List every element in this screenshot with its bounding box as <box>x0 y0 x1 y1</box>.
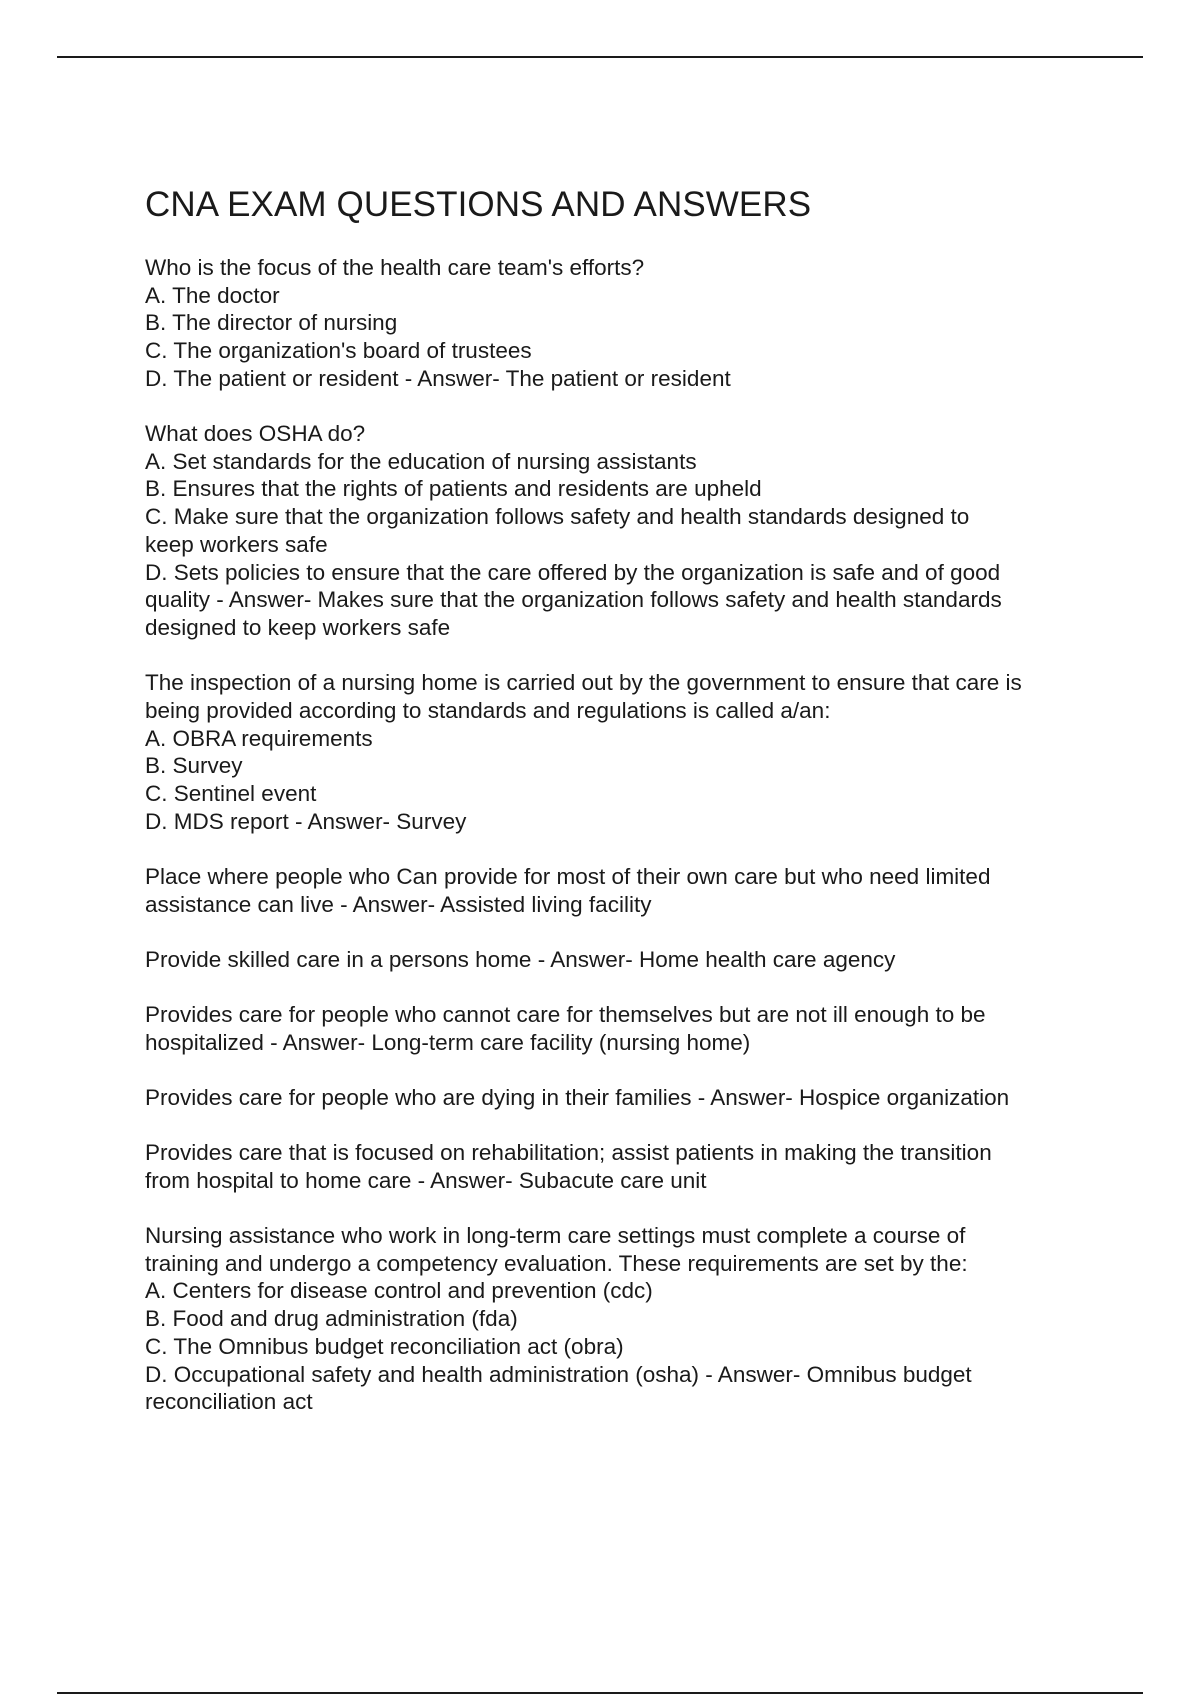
question-text: Provides care that is focused on rehabilitation; assist patients in making the transition <box>145 1140 992 1166</box>
qa-block <box>145 946 1105 974</box>
text-line: B. Survey <box>145 753 243 779</box>
text-line: C. Sentinel event <box>145 780 317 806</box>
text-line: being provided according to standards and regulations is called a/an: <box>145 697 831 723</box>
text-line: D. Sets policies to ensure that the care offered by the organization is safe and of good <box>145 559 1001 585</box>
text-line: B. The director of nursing <box>145 310 398 336</box>
footer-rule <box>57 1692 1143 1694</box>
qa-block <box>145 1139 1105 1194</box>
text-line: A. Centers for disease control and prevention (cdc) <box>145 1278 653 1304</box>
question-text: Provides care for people who cannot care for themselves but are not ill enough to be <box>145 1001 986 1027</box>
qa-block <box>145 420 1105 642</box>
text-line: A. Set standards for the education of nursing assistants <box>145 448 697 474</box>
text-line: A. OBRA requirements <box>145 725 373 751</box>
qa-list <box>145 254 1105 1416</box>
text-line: hospitalized - Answer- Long-term care facility (nursing home) <box>145 1029 751 1055</box>
text-line: B. Food and drug administration (fda) <box>145 1306 518 1332</box>
qa-block <box>145 1001 1105 1056</box>
qa-block <box>145 254 1105 393</box>
text-line: designed to keep workers safe <box>145 614 451 640</box>
text-line: C. Make sure that the organization follows safety and health standards designed to <box>145 504 970 530</box>
text-line: C. The Omnibus budget reconciliation act (obra) <box>145 1333 624 1359</box>
question-text: The inspection of a nursing home is carried out by the government to ensure that care is <box>145 670 1022 696</box>
text-line: assistance can live - Answer- Assisted living facility <box>145 891 652 917</box>
qa-block <box>145 1222 1105 1416</box>
question-text: Nursing assistance who work in long-term care settings must complete a course of <box>145 1222 966 1248</box>
qa-block <box>145 1084 1105 1112</box>
question-text: What does OSHA do? <box>145 421 366 447</box>
text-line: D. The patient or resident - Answer- The patient or resident <box>145 365 731 391</box>
question-text: Provide skilled care in a persons home - Answer- Home health care agency <box>145 946 896 972</box>
text-line: keep workers safe <box>145 531 328 557</box>
document-body <box>145 182 1105 1443</box>
text-line: from hospital to home care - Answer- Subacute care unit <box>145 1167 707 1193</box>
qa-block <box>145 863 1105 918</box>
qa-block <box>145 669 1105 835</box>
question-text: Who is the focus of the health care team's efforts? <box>145 255 645 280</box>
text-line: quality - Answer- Makes sure that the organization follows safety and health standards <box>145 587 1002 613</box>
text-line: C. The organization's board of trustees <box>145 338 532 364</box>
text-line: D. MDS report - Answer- Survey <box>145 808 467 834</box>
question-text: Provides care for people who are dying in their families - Answer- Hospice organization <box>145 1084 1010 1110</box>
text-line: training and undergo a competency evaluation. These requirements are set by the: <box>145 1250 968 1276</box>
question-text: Place where people who Can provide for most of their own care but who need limited <box>145 863 991 889</box>
text-line: reconciliation act <box>145 1389 313 1415</box>
text-line: B. Ensures that the rights of patients and residents are upheld <box>145 476 762 502</box>
header-rule <box>57 56 1143 58</box>
text-line: A. The doctor <box>145 282 280 308</box>
text-line: D. Occupational safety and health administration (osha) - Answer- Omnibus budget <box>145 1361 972 1387</box>
document-title: CNA EXAM QUESTIONS AND ANSWERS <box>145 185 812 224</box>
